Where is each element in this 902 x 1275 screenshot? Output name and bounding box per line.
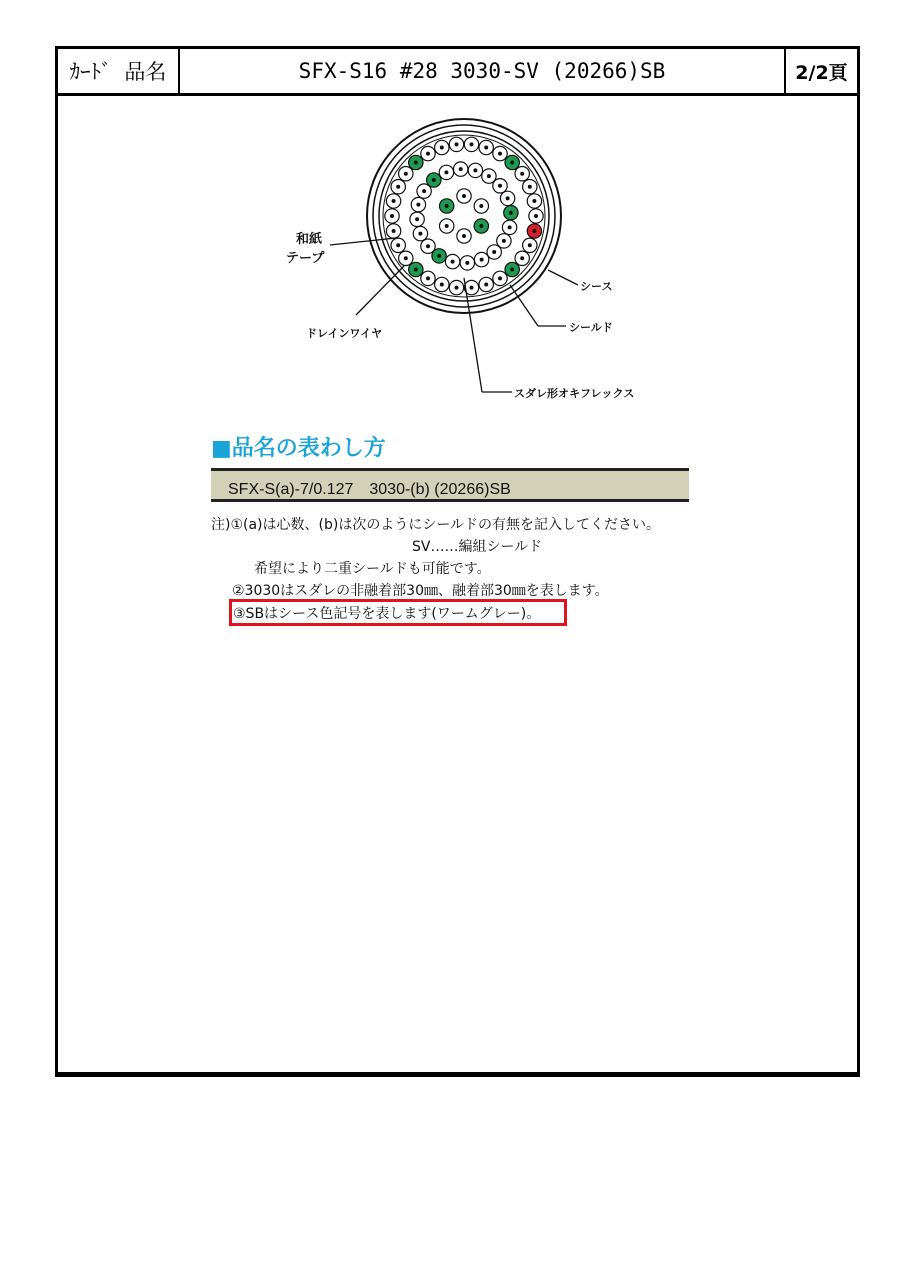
conductor-core (510, 161, 514, 165)
conductor-core (404, 172, 408, 176)
washi-tape-ring (383, 135, 545, 297)
conductor-core (473, 168, 477, 172)
conductor-core (510, 268, 514, 272)
conductor-core (440, 146, 444, 150)
conductor-core (414, 161, 418, 165)
conductor-core (502, 239, 506, 243)
conductor-core (459, 167, 463, 171)
conductor-core (534, 214, 538, 218)
conductor-core (426, 152, 430, 156)
label-sheath: シース (580, 280, 613, 293)
conductor-core (492, 250, 496, 254)
conductor-core (440, 283, 444, 287)
conductor-core (520, 256, 524, 260)
conductor-core (392, 229, 396, 233)
conductor-core (444, 170, 448, 174)
conductor-core (532, 229, 536, 233)
label-washi-1: 和紙 (296, 232, 323, 247)
conductor-core (426, 244, 430, 248)
note-line-5: ③SBはシース色記号を表します(ワームグレー)。 (233, 606, 541, 622)
conductor-core (426, 276, 430, 280)
note-line-3: 希望により二重シールドも可能です。 (254, 561, 491, 577)
conductor-core (415, 217, 419, 221)
conductor-core (470, 142, 474, 146)
format-string: SFX-S(a)-7/0.127 3030-(b) (20266)SB (228, 481, 511, 498)
page-number: 2/2頁 (795, 61, 848, 84)
conductor-core (498, 276, 502, 280)
label-flex-cable: スダレ形オキフレックス (514, 387, 635, 400)
conductor-core (437, 254, 441, 258)
card-label: ｶｰﾄﾞ 品名 (58, 49, 180, 93)
conductor-core (480, 258, 484, 262)
shield-ring (379, 131, 549, 301)
label-washi-2: テープ (286, 251, 325, 266)
conductor-core (432, 178, 436, 182)
conductor-core (416, 203, 420, 207)
conductor-core (451, 260, 455, 264)
conductor-core (498, 184, 502, 188)
conductor-core (455, 142, 459, 146)
label-shield: シールド (569, 321, 613, 334)
conductor-core (520, 172, 524, 176)
note-line-4: ②3030はスダレの非融着部30㎜、融着部30㎜を表します。 (232, 583, 609, 599)
conductor-core (445, 204, 449, 208)
conductor-core (509, 211, 513, 215)
format-bar (211, 468, 689, 502)
conductor-core (390, 214, 394, 218)
conductor-core (484, 146, 488, 150)
conductor-core (528, 243, 532, 247)
conductor-core (479, 204, 483, 208)
conductor-core (396, 243, 400, 247)
conductor-core (392, 199, 396, 203)
conductor-core (462, 194, 466, 198)
leader-drain (356, 266, 404, 315)
label-drain-wire: ドレインワイヤ (306, 327, 383, 340)
conductor-core (532, 199, 536, 203)
cable-cross-section-diagram (0, 0, 902, 420)
conductor-core (506, 196, 510, 200)
note-line-2: SV……編組シールド (412, 539, 543, 555)
conductor-core (455, 286, 459, 290)
conductor-core (465, 261, 469, 265)
conductor-core (528, 185, 532, 189)
conductor-core (418, 232, 422, 236)
product-name: SFX-S16 #28 3030-SV (20266)SB (180, 49, 786, 93)
conductor-core (404, 256, 408, 260)
conductor-core (414, 268, 418, 272)
conductor-core (462, 234, 466, 238)
conductor-core (479, 224, 483, 228)
note-line-1: 注)①(a)は心数、(b)は次のようにシールドの有無を記入してください。 (211, 517, 661, 533)
conductor-core (498, 152, 502, 156)
leader-sheath (548, 270, 578, 285)
conductor-core (396, 185, 400, 189)
conductor-core (445, 224, 449, 228)
highlight-box (229, 599, 567, 626)
conductor-core (484, 283, 488, 287)
conductor-core (470, 286, 474, 290)
section-title: ■品名の表わし方 (211, 436, 386, 461)
conductor-core (487, 174, 491, 178)
conductor-core (422, 189, 426, 193)
leader-washi (330, 238, 396, 245)
conductor-core (508, 225, 512, 229)
